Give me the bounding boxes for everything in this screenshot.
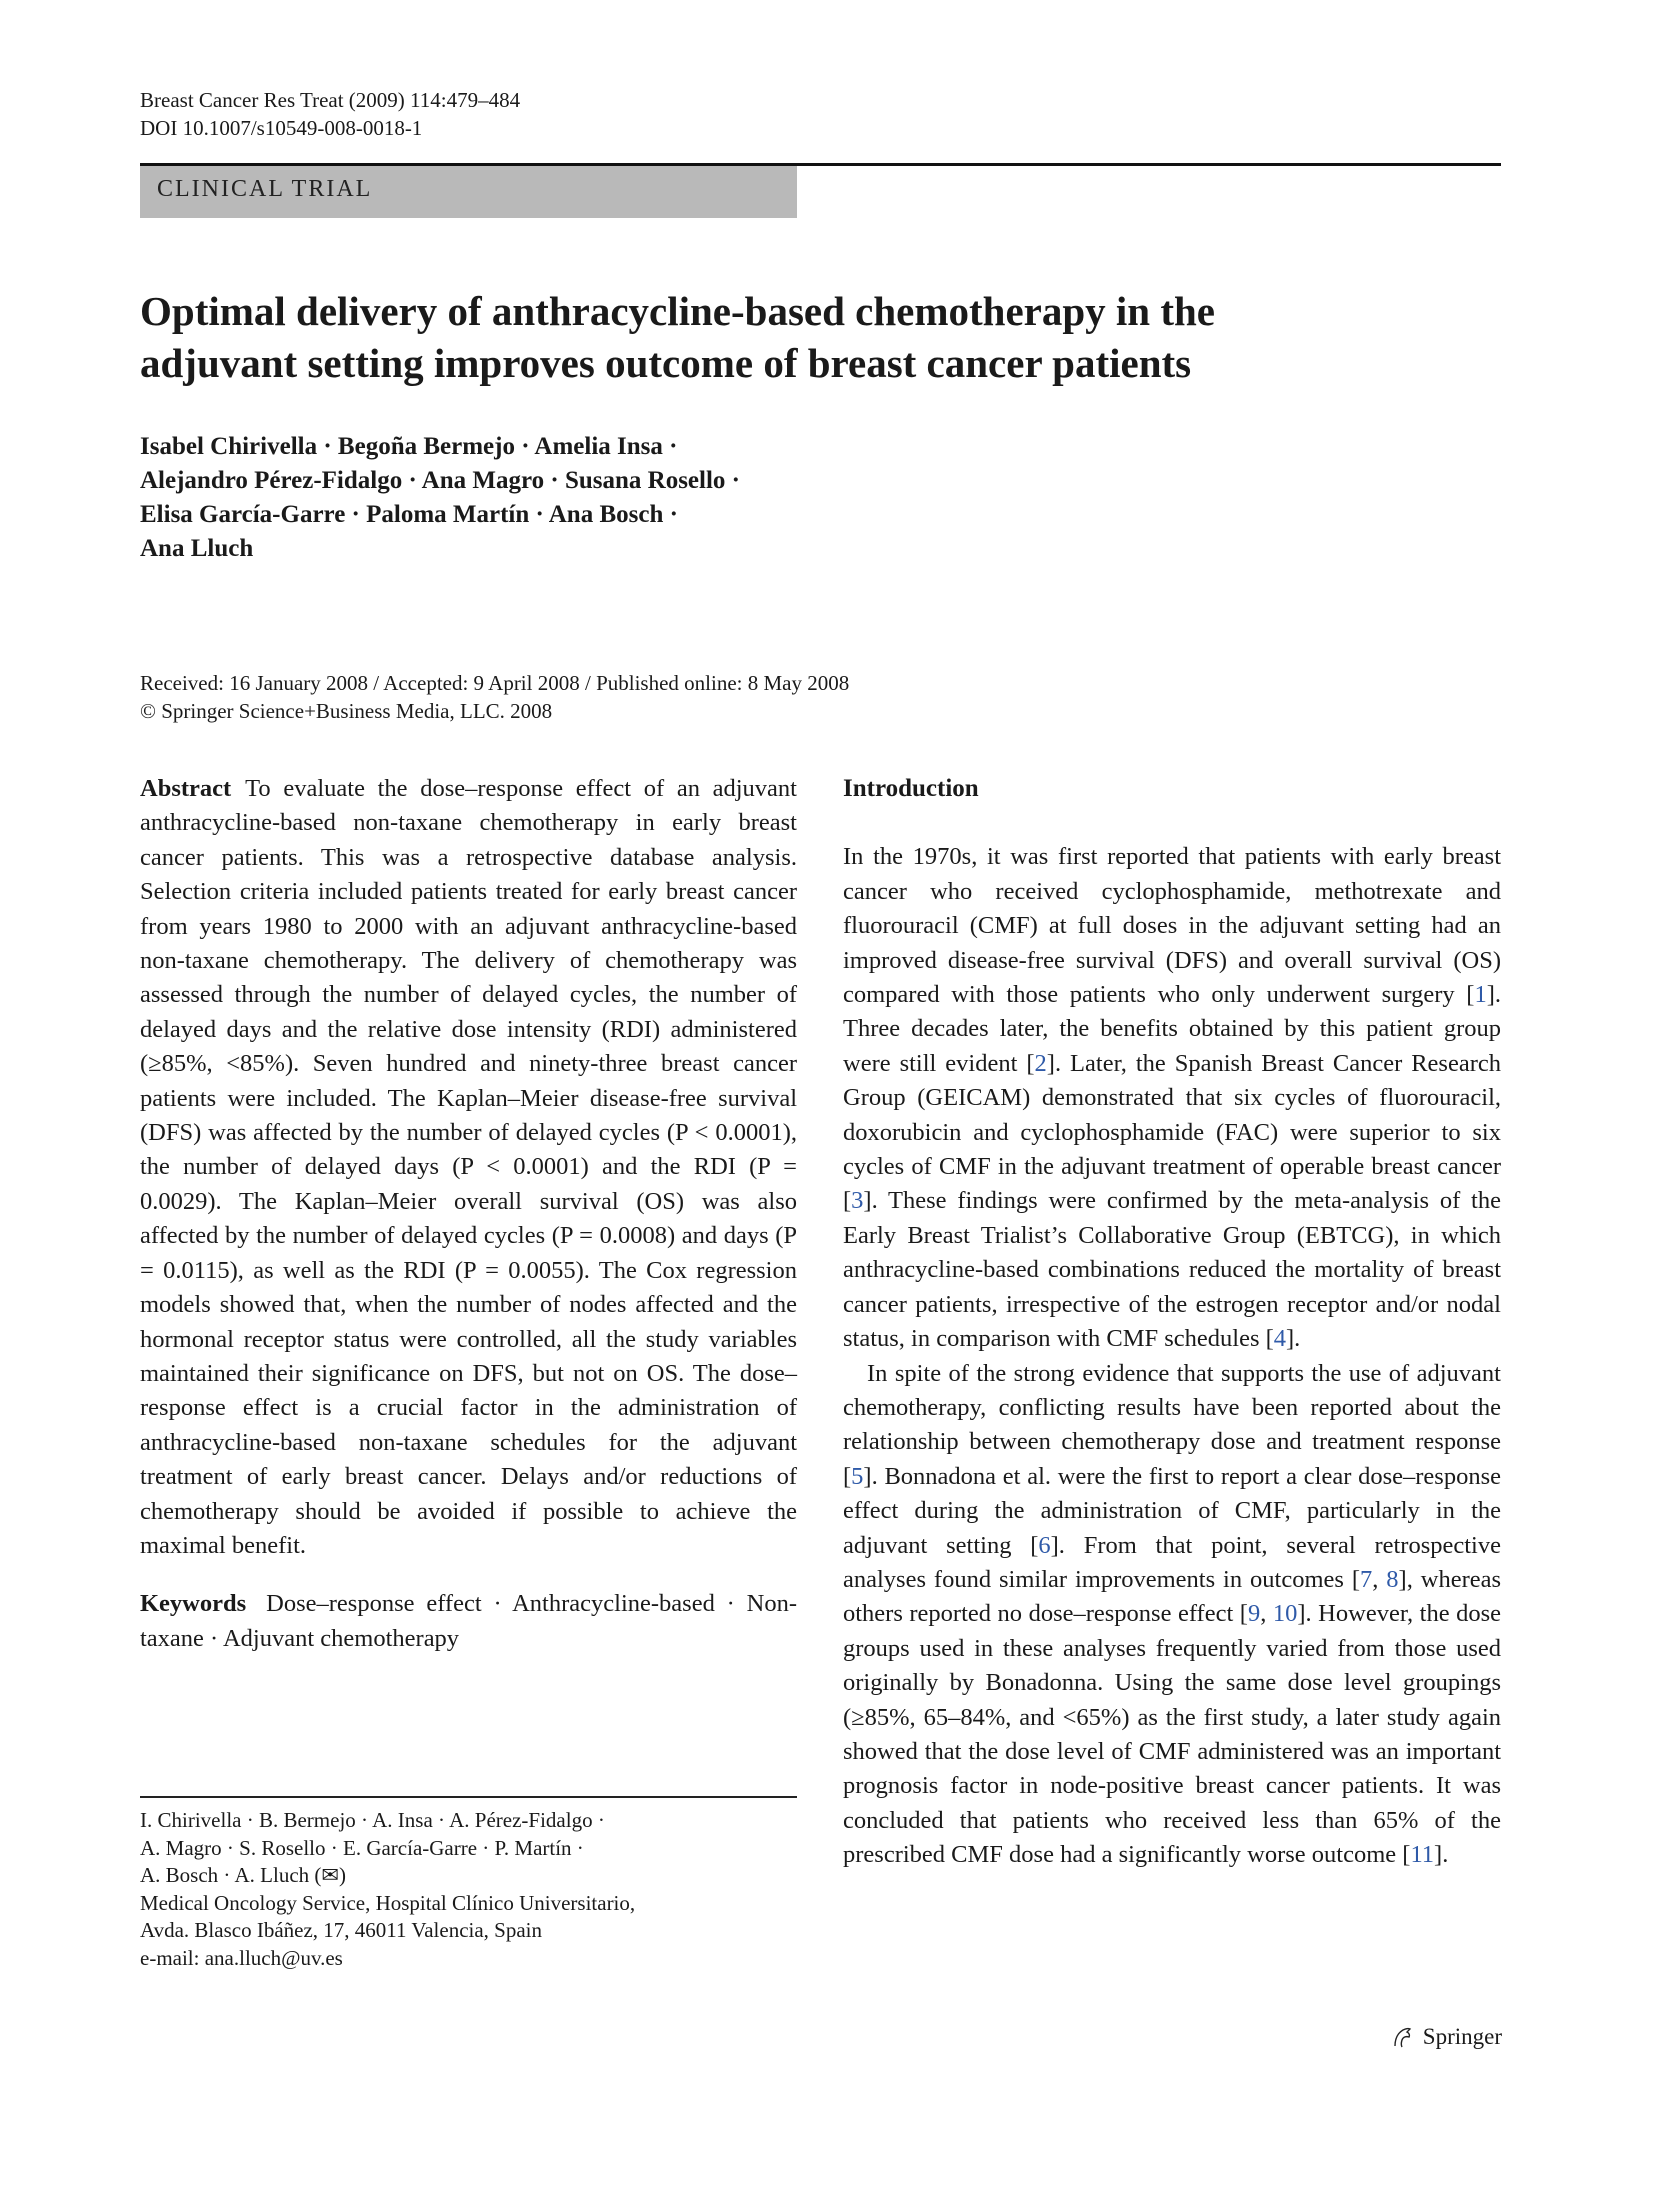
citation-link[interactable]: 10 (1272, 1600, 1298, 1628)
text-run: ]. Later, the Spanish Breast Cancer Research Group (GEICAM) demonstrated that six cycles of fluorouracil, doxorubicin and cyclophosphamide (FAC) were superior to six cycles of CMF in the adjuvant treatment of operable breast cancer [ (843, 1049, 1501, 1215)
right-column (843, 772, 1501, 1873)
abstract-label: Abstract (140, 775, 232, 802)
text-run: ]. Bonnadona et al. were the first to report a clear dose–response effect during the administration of CMF, particularly in the adjuvant setting [ (843, 1462, 1501, 1559)
text-run: ]. Three decades later, the benefits obtained by this patient group were still evident [ (843, 981, 1501, 1077)
affiliation-line: Medical Oncology Service, Hospital Clínico Universitario, (140, 1890, 636, 1915)
text-run: ], whereas others reported no dose–response effect [ (843, 1565, 1502, 1628)
affiliation-line: A. Magro · S. Rosello · E. García-Garre · P. Martín · (140, 1835, 584, 1860)
citation-link[interactable]: 9 (1247, 1600, 1261, 1628)
springer-horse-icon (1389, 2024, 1415, 2050)
text-run: , (1260, 1600, 1273, 1628)
affiliation-line: A. Bosch · A. Lluch (✉) (140, 1863, 346, 1887)
intro-paragraph-1 (843, 840, 1501, 1356)
journal-header (140, 86, 520, 142)
text-run: ]. (1286, 1325, 1301, 1353)
text-run: ]. From that point, several retrospective analyses found similar improvements in outcomes [ (843, 1531, 1501, 1593)
text-run: ]. These findings were confirmed by the meta-analysis of the Early Breast Trialist’s Collaborative Group (EBTCG), in which anthracycline-based combinations reduced the mortality of breast cancer patients, irrespective of the estrogen receptor and/or nodal status, in comparison with CMF schedules [ (843, 1187, 1501, 1353)
publisher-mark (1389, 2024, 1502, 2050)
citation-link[interactable]: 6 (1038, 1531, 1051, 1559)
text-run: In spite of the strong evidence that supports the use of adjuvant chemotherapy, conflicting results have been reported about the relationship between chemotherapy dose and treatment response [ (843, 1359, 1501, 1490)
citation-link[interactable]: 3 (851, 1187, 864, 1215)
text-run: In the 1970s, it was first reported that patients with early breast cancer who received cyclophosphamide, methotrexate and fluorouracil (CMF) at full doses in the adjuvant setting had an improved disease-free survival (DFS) and overall survival (OS) compared with those patients who only underwent surgery [ (843, 843, 1501, 1009)
section-tab (140, 166, 797, 218)
intro-paragraph-2 (843, 1357, 1501, 1873)
text-run: ]. However, the dose groups used in these analyses frequently varied from those used originally by Bonadonna. Using the same dose level groupings (≥85%, 65–84%, and <65%) as the first study, a later study again showed that the dose level of CMF administered was an important prognosis factor in node-positive breast cancer patients. It was concluded that patients who received less than 65% of the prescribed CMF dose had a significantly worse outcome [ (843, 1600, 1502, 1869)
publication-dates (140, 669, 849, 725)
journal-citation: Breast Cancer Res Treat (2009) 114:479–484 (140, 88, 521, 112)
keywords-text: Dose–response effect · Anthracycline-based · Non-taxane · Adjuvant chemotherapy (140, 1590, 797, 1652)
publisher-name: Springer (1422, 2024, 1502, 2049)
keywords (140, 1587, 797, 1656)
abstract-text: To evaluate the dose–response effect of an adjuvant anthracycline-based non-taxane chemotherapy in early breast cancer patients. This was a retrospective database analysis. Selection criteria included patients treated for early breast cancer from years 1980 to 2000 with an adjuvant anthracycline-based non-taxane chemotherapy. The delivery of chemotherapy was assessed through the number of delayed cycles, the number of delayed days and the relative dose intensity (RDI) administered (≥85%, <85%). Seven hundred and ninety-three breast cancer patients were included. The Kaplan–Meier disease-free survival (DFS) was affected by the number of delayed cycles (P < 0.0001), the number of delayed days (P < 0.0001) and the RDI (P = 0.0029). The Kaplan–Meier overall survival (OS) was also affected by the number of delayed cycles (P = 0.0008) and days (P = 0.0115), as well as the RDI (P = 0.0055). The Cox regression models showed that, when the number of nodes affected and the hormonal receptor status were controlled, all the study variables maintained their significance on DFS, but not on OS. The dose–response effect is a crucial factor in the administration of anthracycline-based non-taxane schedules for the adjuvant treatment of early breast cancer. Delays and/or reductions of chemotherapy should be avoided if possible to achieve the maximal benefit. (140, 775, 797, 1559)
affiliation-line: I. Chirivella · B. Bermejo · A. Insa · A. Pérez-Fidalgo · (140, 1808, 605, 1832)
affiliation-block (140, 1807, 797, 1972)
abstract (140, 772, 797, 1563)
citation-link[interactable]: 5 (851, 1462, 864, 1490)
author-list (140, 430, 740, 566)
author-line: Isabel Chirivella · Begoña Bermejo · Amelia Insa · (140, 433, 678, 460)
affiliation-rule (140, 1796, 797, 1798)
text-run: , (1372, 1565, 1387, 1593)
citation-link[interactable]: 8 (1386, 1565, 1399, 1593)
section-label: CLINICAL TRIAL (157, 176, 373, 202)
author-line: Alejandro Pérez-Fidalgo · Ana Magro · Susana Rosello · (140, 467, 741, 494)
text-run: ]. (1434, 1841, 1449, 1869)
left-column (140, 772, 797, 1656)
citation-link[interactable]: 2 (1034, 1049, 1047, 1077)
citation-link[interactable]: 1 (1474, 981, 1487, 1009)
dates-line: Received: 16 January 2008 / Accepted: 9 April 2008 / Published online: 8 May 2008 (140, 671, 850, 695)
keywords-label: Keywords (140, 1590, 247, 1618)
article-title: Optimal delivery of anthracycline-based chemotherapy in the adjuvant setting improves outcome of breast cancer patients (140, 288, 1216, 386)
affiliation-line: Avda. Blasco Ibáñez, 17, 46011 Valencia, Spain (140, 1918, 543, 1942)
copyright-line: © Springer Science+Business Media, LLC. 2008 (140, 699, 553, 723)
citation-link[interactable]: 11 (1410, 1841, 1435, 1869)
email[interactable]: e-mail: ana.lluch@uv.es (140, 1945, 343, 1970)
citation-link[interactable]: 7 (1360, 1565, 1373, 1593)
author-line: Ana Lluch (140, 535, 254, 562)
citation-link[interactable]: 4 (1273, 1325, 1287, 1353)
author-line: Elisa García-Garre · Paloma Martín · Ana Bosch · (140, 501, 678, 528)
doi[interactable]: DOI 10.1007/s10549-008-0018-1 (140, 116, 423, 140)
introduction-heading: Introduction (843, 775, 979, 802)
